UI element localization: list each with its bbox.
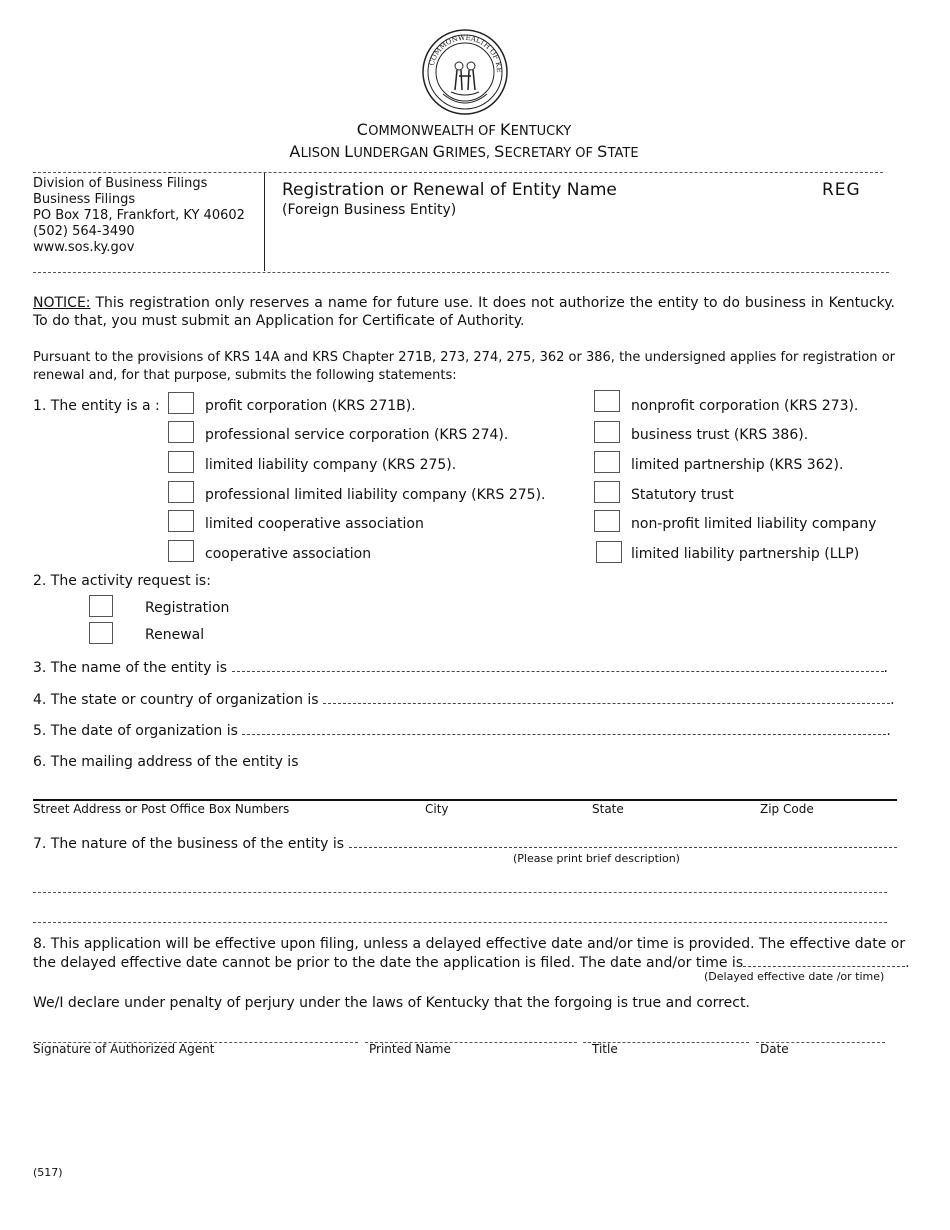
label-street-address: Street Address or Post Office Box Numbers [33,802,290,816]
option-registration: Registration [145,600,230,616]
q3-entity-name: 3. The name of the entity is . [33,660,888,676]
form-title: Registration or Renewal of Entity Name [282,180,617,200]
label-city: City [425,802,449,816]
label-state: State [592,802,624,816]
office-phone: (502) 564-3490 [33,224,135,239]
checkbox-limited-liability-company[interactable] [168,451,194,473]
form-subtitle: (Foreign Business Entity) [282,202,457,218]
q8-line1: 8. This application will be effective upon filing, unless a delayed effective date and/or time is provided. The effective date or [33,936,906,952]
option-renewal: Renewal [145,627,205,643]
checkbox-renewal[interactable] [89,622,113,644]
notice-label: NOTICE: [33,295,91,311]
form-code: REG [822,180,861,200]
checkbox-limited-partnership[interactable] [594,451,620,473]
option-professional-service-corporation: professional service corporation (KRS 274). [205,427,509,443]
q6-mailing-address: 6. The mailing address of the entity is [33,754,299,770]
option-limited-cooperative-association: limited cooperative association [205,516,424,532]
seal-icon [421,28,509,116]
option-nonprofit-corporation: nonprofit corporation (KRS 273). [631,398,859,414]
checkbox-limited-cooperative-association[interactable] [168,510,194,532]
option-statutory-trust: Statutory trust [631,487,734,503]
pursuant-text: Pursuant to the provisions of KRS 14A and KRS Chapter 271B, 273, 274, 275, 362 or 386, the undersigned applies for registration or renewal and, for that purpose, submits the following statements: [33,350,895,383]
state-seal [421,28,509,116]
option-cooperative-association: cooperative association [205,546,372,562]
q8-hint: (Delayed effective date /or time) [704,970,885,983]
header-top-rule [33,172,883,173]
q4-state-of-organization: 4. The state or country of organization is . [33,692,895,708]
option-business-trust: business trust (KRS 386). [631,427,809,443]
nature-of-business-line-3[interactable] [33,922,887,923]
entity-name-field[interactable] [232,659,884,672]
checkbox-nonprofit-llc[interactable] [594,510,620,532]
option-professional-llc: professional limited liability company (KRS 275). [205,487,546,503]
nature-of-business-line-2[interactable] [33,892,887,893]
header-bottom-rule [33,272,889,273]
q7-hint: (Please print brief description) [513,852,680,865]
checkbox-professional-llc[interactable] [168,481,194,503]
q1-label: 1. The entity is a : [33,398,160,414]
label-printed-name: Printed Name [369,1042,451,1056]
header-divider [264,173,265,271]
declaration: We/I declare under penalty of perjury under the laws of Kentucky that the forgoing is true and correct. [33,995,750,1011]
option-limited-liability-company: limited liability company (KRS 275). [205,457,457,473]
svg-text:COMMONWEALTH OF KENTUCKY [421,28,503,73]
delayed-effective-date-field[interactable] [743,954,905,967]
checkbox-profit-corporation[interactable] [168,392,194,414]
form-number: (517) [33,1166,63,1179]
nature-of-business-field[interactable] [349,835,897,848]
checkbox-statutory-trust[interactable] [594,481,620,503]
q5-date-of-organization: 5. The date of organization is . [33,723,891,739]
office-division: Division of Business Filings [33,176,208,191]
checkbox-cooperative-association[interactable] [168,540,194,562]
state-of-organization-field[interactable] [323,691,890,704]
option-profit-corporation: profit corporation (KRS 271B). [205,398,416,414]
label-date: Date [760,1042,789,1056]
notice-text: This registration only reserves a name for future use. It does not authorize the entity to do business in Kentucky. To do that, you must submit an Application for Certificate of Authority. [33,295,895,329]
checkbox-nonprofit-corporation[interactable] [594,390,620,412]
header-commonwealth: COMMONWEALTH OF KENTUCKY [356,120,572,139]
label-title: Title [592,1042,618,1056]
checkbox-business-trust[interactable] [594,421,620,443]
office-dept: Business Filings [33,192,136,207]
mailing-address-field[interactable] [33,799,897,801]
q7-nature-of-business: 7. The nature of the business of the entity is [33,835,897,852]
option-limited-partnership: limited partnership (KRS 362). [631,457,844,473]
seal-text: COMMONWEALTH OF KE [427,33,504,73]
checkbox-llp[interactable] [596,541,622,563]
header-secretary: ALISON LUNDERGAN GRIMES, SECRETARY OF STATE [289,142,639,161]
option-nonprofit-llc: non-profit limited liability company [631,516,877,532]
option-llp: limited liability partnership (LLP) [631,546,860,562]
q2-label: 2. The activity request is: [33,573,211,589]
office-address: PO Box 718, Frankfort, KY 40602 [33,208,245,223]
notice [33,294,895,330]
date-of-organization-field[interactable] [242,722,886,735]
label-signature: Signature of Authorized Agent [33,1042,215,1056]
checkbox-registration[interactable] [89,595,113,617]
label-zip-code: Zip Code [760,802,814,816]
checkbox-professional-service-corporation[interactable] [168,421,194,443]
office-web: www.sos.ky.gov [33,240,135,255]
q8-line2: the delayed effective date cannot be prior to the date the application is filed. The date and/or time is . [33,955,910,971]
